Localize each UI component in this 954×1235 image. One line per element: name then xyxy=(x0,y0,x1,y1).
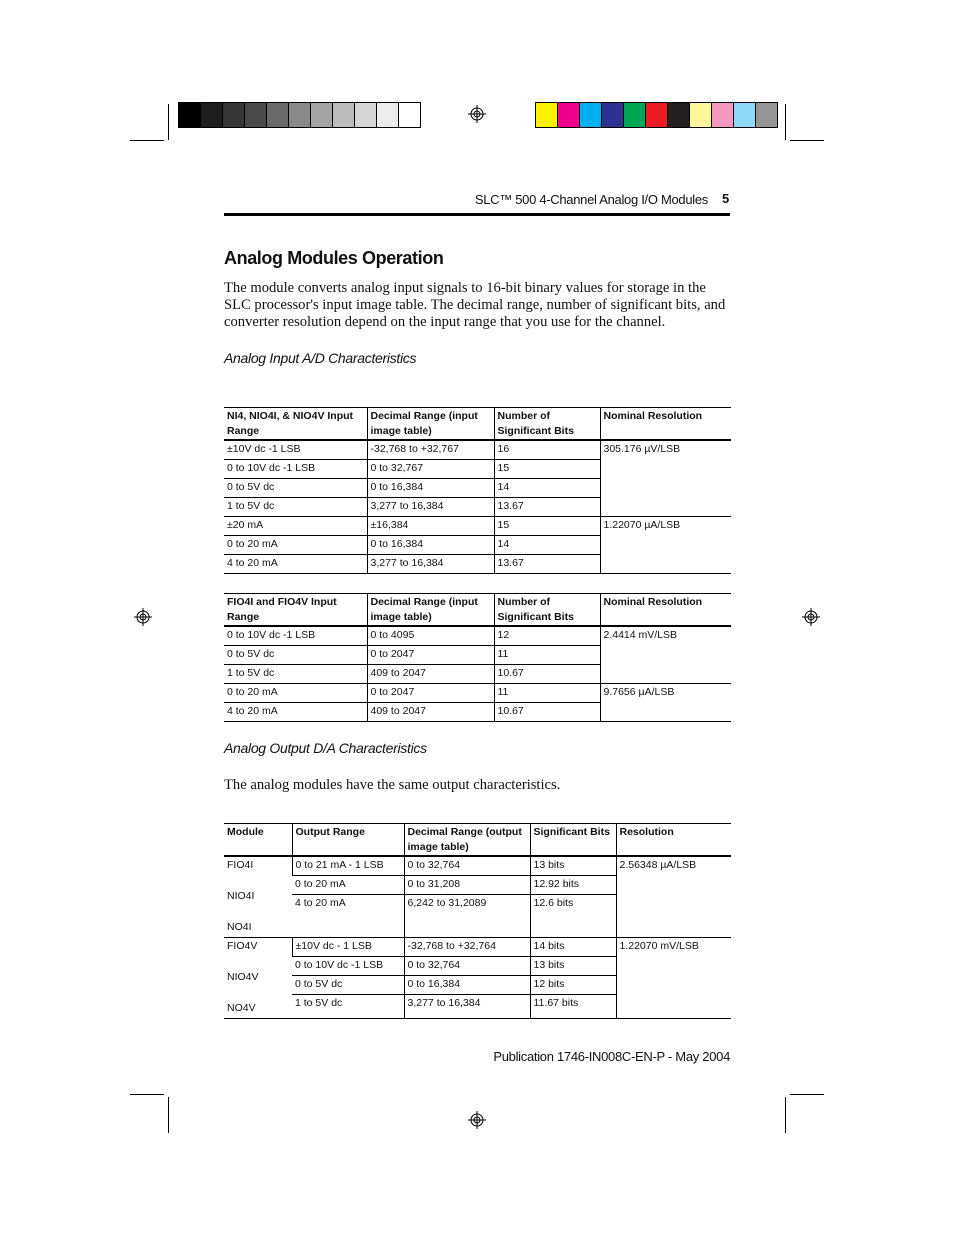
table-cell: 0 to 16,384 xyxy=(367,536,494,555)
color-swatch xyxy=(179,103,201,127)
table-header: NI4, NIO4I, & NIO4V Input Range xyxy=(224,408,367,441)
table-cell: 0 to 20 mA xyxy=(224,536,367,555)
resolution-cell: 1.22070 µA/LSB xyxy=(600,517,731,574)
module-name: NO4I xyxy=(227,921,252,933)
table-cell: 12.92 bits xyxy=(530,876,616,895)
crop-mark xyxy=(790,1094,824,1095)
color-swatch xyxy=(377,103,399,127)
color-swatch xyxy=(756,103,777,127)
table-header: Nominal Resolution xyxy=(600,594,731,627)
table-cell: 13.67 xyxy=(494,498,600,517)
registration-mark-icon xyxy=(468,1111,486,1129)
color-swatch xyxy=(289,103,311,127)
table-cell: 3,277 to 16,384 xyxy=(404,995,530,1019)
table-cell: 0 to 10V dc -1 LSB xyxy=(292,957,404,976)
table-cell: 409 to 2047 xyxy=(367,703,494,722)
module-name: FIO4V xyxy=(227,940,258,952)
color-swatch xyxy=(558,103,580,127)
color-swatch xyxy=(267,103,289,127)
resolution-cell: 9.7656 µA/LSB xyxy=(600,684,731,722)
color-swatch xyxy=(223,103,245,127)
module-name: FIO4I xyxy=(227,859,254,871)
crop-mark xyxy=(130,1094,164,1095)
color-swatch xyxy=(245,103,267,127)
crop-mark xyxy=(168,104,169,140)
output-table xyxy=(224,823,731,1019)
section-title: Analog Modules Operation xyxy=(224,248,444,268)
table-cell: 0 to 20 mA xyxy=(292,876,404,895)
table-row xyxy=(224,684,731,703)
table-cell: 13 bits xyxy=(530,957,616,976)
table-cell: 0 to 5V dc xyxy=(292,976,404,995)
table-cell: 0 to 2047 xyxy=(367,684,494,703)
table-cell: 3,277 to 16,384 xyxy=(367,555,494,574)
table-cell: 0 to 32,767 xyxy=(367,460,494,479)
table-header: Significant Bits xyxy=(530,824,616,857)
table-cell: 0 to 5V dc xyxy=(224,646,367,665)
table-cell: 4 to 20 mA xyxy=(224,555,367,574)
table-cell: 14 xyxy=(494,479,600,498)
table-cell: 11.67 bits xyxy=(530,995,616,1019)
table-cell: 11 xyxy=(494,684,600,703)
table-cell: 12.6 bits xyxy=(530,895,616,938)
table-cell: 6,242 to 31,2089 xyxy=(404,895,530,938)
table-cell: 0 to 2047 xyxy=(367,646,494,665)
table-header: Decimal Range (input image table) xyxy=(367,408,494,441)
resolution-cell: 2.4414 mV/LSB xyxy=(600,626,731,684)
table-cell: 10.67 xyxy=(494,665,600,684)
module-list-cell xyxy=(224,938,292,1019)
table-header: Decimal Range (output image table) xyxy=(404,824,530,857)
table-header: Resolution xyxy=(616,824,731,857)
table-row xyxy=(224,517,731,536)
header-rule xyxy=(224,213,730,216)
input-table-fio4 xyxy=(224,593,731,722)
table-cell: 13 bits xyxy=(530,856,616,876)
table-header: FIO4I and FIO4V Input Range xyxy=(224,594,367,627)
color-swatch xyxy=(355,103,377,127)
color-swatch xyxy=(668,103,690,127)
registration-mark-icon xyxy=(802,608,820,626)
table-header: Module xyxy=(224,824,292,857)
table-cell: 10.67 xyxy=(494,703,600,722)
output-subtitle: Analog Output D/A Characteristics xyxy=(224,740,427,756)
module-name: NIO4I xyxy=(227,890,255,902)
table-cell: 13.67 xyxy=(494,555,600,574)
table-cell: 12 bits xyxy=(530,976,616,995)
table-cell: 0 to 31,208 xyxy=(404,876,530,895)
table-header: Number of Significant Bits xyxy=(494,594,600,627)
module-list-cell xyxy=(224,856,292,938)
table-cell: 1 to 5V dc xyxy=(224,498,367,517)
color-swatch xyxy=(712,103,734,127)
table-cell: 15 xyxy=(494,460,600,479)
crop-mark xyxy=(785,104,786,140)
table-cell: ±16,384 xyxy=(367,517,494,536)
input-subtitle: Analog Input A/D Characteristics xyxy=(224,350,417,366)
crop-mark xyxy=(130,140,164,141)
table-cell: ±10V dc -1 LSB xyxy=(224,440,367,460)
table-header: Number of Significant Bits xyxy=(494,408,600,441)
table-cell: 0 to 5V dc xyxy=(224,479,367,498)
resolution-cell: 2.56348 µA/LSB xyxy=(616,856,731,938)
crop-mark xyxy=(790,140,824,141)
table-cell: 15 xyxy=(494,517,600,536)
crop-mark xyxy=(785,1097,786,1133)
color-swatch xyxy=(201,103,223,127)
resolution-cell: 305.176 µV/LSB xyxy=(600,440,731,517)
table-cell: 1 to 5V dc xyxy=(224,665,367,684)
table-cell: 0 to 21 mA - 1 LSB xyxy=(292,856,404,876)
table-cell: 4 to 20 mA xyxy=(224,703,367,722)
color-swatch xyxy=(580,103,602,127)
table-cell: 12 xyxy=(494,626,600,646)
table-cell: 11 xyxy=(494,646,600,665)
running-header: SLC™ 500 4-Channel Analog I/O Modules xyxy=(474,192,708,207)
module-name: NO4V xyxy=(227,1002,256,1014)
table-cell: 409 to 2047 xyxy=(367,665,494,684)
color-swatch xyxy=(333,103,355,127)
table-cell: 0 to 32,764 xyxy=(404,856,530,876)
table-cell: 0 to 32,764 xyxy=(404,957,530,976)
registration-mark-icon xyxy=(468,105,486,123)
table-cell: 0 to 4095 xyxy=(367,626,494,646)
color-swatch xyxy=(734,103,756,127)
grayscale-bar xyxy=(178,102,421,128)
module-name: NIO4V xyxy=(227,971,259,983)
color-swatch xyxy=(399,103,420,127)
table-cell: -32,768 to +32,764 xyxy=(404,938,530,957)
crop-mark xyxy=(168,1097,169,1133)
resolution-cell: 1.22070 mV/LSB xyxy=(616,938,731,1019)
table-cell: ±20 mA xyxy=(224,517,367,536)
color-swatch xyxy=(690,103,712,127)
table-cell: 0 to 10V dc -1 LSB xyxy=(224,460,367,479)
table-cell: ±10V dc - 1 LSB xyxy=(292,938,404,957)
color-swatch xyxy=(624,103,646,127)
input-table-ni4 xyxy=(224,407,731,574)
registration-mark-icon xyxy=(134,608,152,626)
table-row xyxy=(224,856,731,876)
table-header: Output Range xyxy=(292,824,404,857)
table-cell: 14 xyxy=(494,536,600,555)
table-row xyxy=(224,440,731,460)
color-swatch xyxy=(646,103,668,127)
table-header: Nominal Resolution xyxy=(600,408,731,441)
color-swatch xyxy=(536,103,558,127)
table-cell: 16 xyxy=(494,440,600,460)
color-swatch xyxy=(602,103,624,127)
table-cell: 0 to 16,384 xyxy=(367,479,494,498)
table-cell: 0 to 10V dc -1 LSB xyxy=(224,626,367,646)
output-paragraph: The analog modules have the same output characteristics. xyxy=(224,777,561,793)
page-number: 5 xyxy=(722,191,730,206)
table-header: Decimal Range (input image table) xyxy=(367,594,494,627)
color-swatch xyxy=(311,103,333,127)
table-cell: 0 to 16,384 xyxy=(404,976,530,995)
table-cell: 3,277 to 16,384 xyxy=(367,498,494,517)
color-bar xyxy=(535,102,778,128)
table-cell: 1 to 5V dc xyxy=(292,995,404,1019)
table-cell: -32,768 to +32,767 xyxy=(367,440,494,460)
intro-paragraph: The module converts analog input signals to 16-bit binary values for storage in the SLC processor's input image table. The decimal range, number of significant bits, and converter resolution depend on the input range that you use for the channel. xyxy=(224,280,726,330)
table-cell: 0 to 20 mA xyxy=(224,684,367,703)
table-cell: 14 bits xyxy=(530,938,616,957)
table-row xyxy=(224,938,731,957)
table-row xyxy=(224,626,731,646)
publication-footer: Publication 1746-IN008C-EN-P - May 2004 xyxy=(493,1049,730,1064)
table-cell: 4 to 20 mA xyxy=(292,895,404,938)
